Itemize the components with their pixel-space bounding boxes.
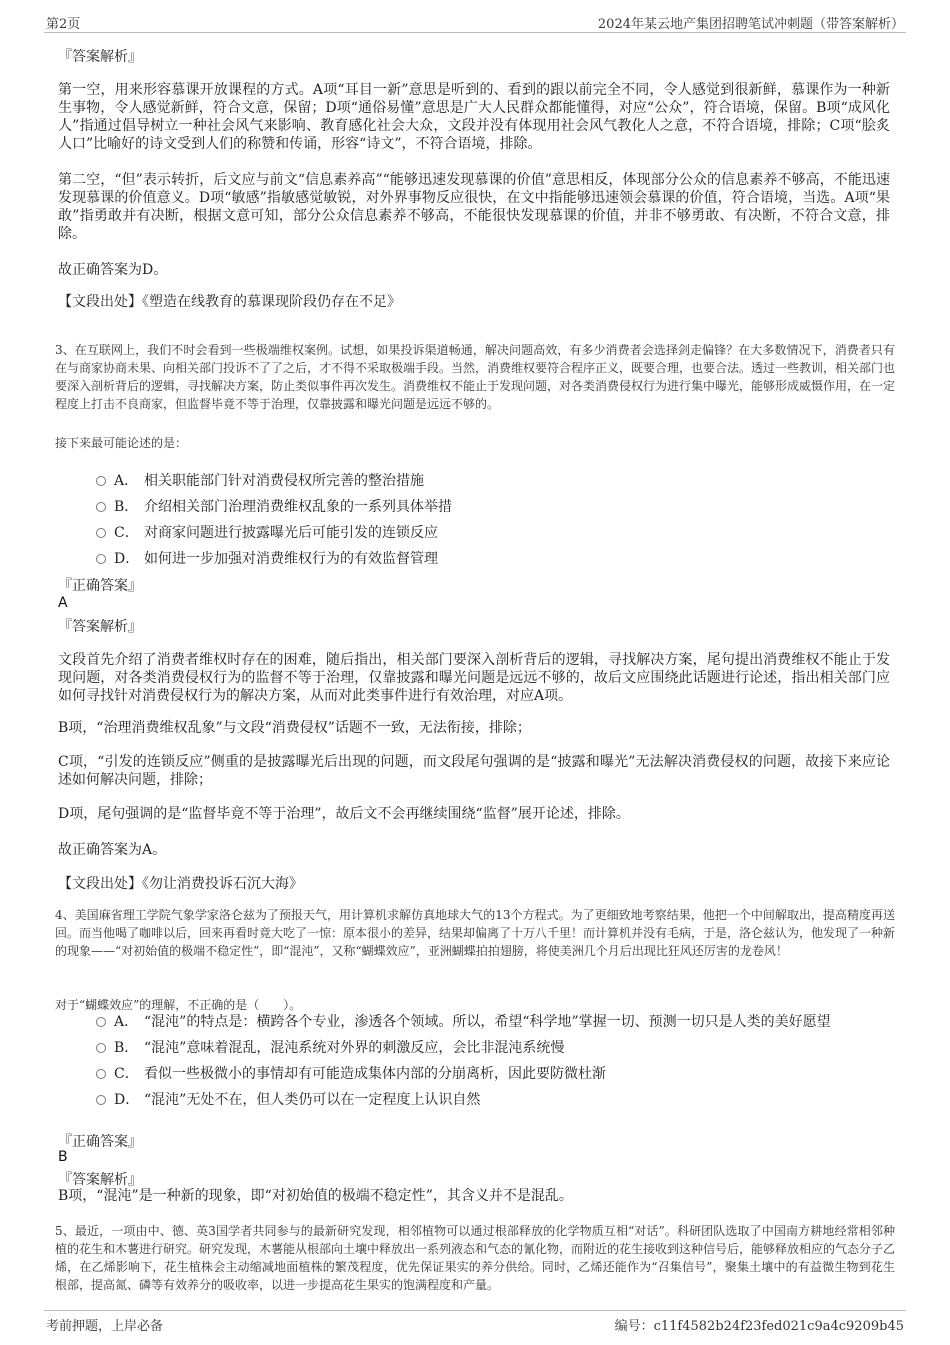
radio-button-icon[interactable] [96,554,106,564]
option-key: D． [114,551,140,567]
q2-analysis-label: 『答案解析』 [58,49,142,65]
q3-option-b[interactable] [96,496,452,516]
q3-option-a[interactable] [96,470,424,490]
q3-answer: A [58,595,68,611]
q3-source [58,873,303,893]
page-header [44,10,906,33]
option-text: 如何进一步加强对消费维权行为的有效监督管理 [144,551,438,567]
q3-stem: 3、在互联网上，我们不时会看到一些极端维权案例。试想，如果投诉渠道畅通，解决问题高效，有多少消费者会选择剑走偏锋？在大多数情况下，消费者只有在与商家协商未果、向相关部门投诉不了了之后，才不得不采取极端手段。当然，消费维权要符合程序正义，既要合理，也要合法。透过一些教训，相关部门也要深入剖析背后的逻辑，寻找解决方案，防止类似事件再次发生。消费维权不能止于发现问题，对各类消费侵权行为进行集中曝光，能够形成威慑作用，在一定程度上打击不良商家，但监督毕竟不等于治理，仅靠披露和曝光问题是远远不够的。 [55,343,896,411]
source-prefix: 【文段出处】 [58,876,142,892]
q2-source [58,291,401,311]
q2-source-title: 《塑造在线教育的慕课现阶段仍存在不足》 [142,294,401,310]
q4-analysis: B项，“混沌”是一种新的现象，即“对初始值的极端不稳定性”，其含义并不是混乱。 [58,1188,573,1204]
option-key: B． [114,499,139,515]
option-text: “混沌”意味着混乱，混沌系统对外界的刺激反应，会比非混沌系统慢 [144,1040,565,1056]
option-text: 看似一些极微小的事情却有可能造成集体内部的分崩离析，因此要防微杜渐 [144,1066,606,1082]
radio-button-icon[interactable] [96,1017,106,1027]
option-key: A． [114,1014,139,1030]
option-key: D． [114,1092,140,1108]
radio-button-icon[interactable] [96,502,106,512]
source-prefix: 【文段出处】 [58,294,142,310]
q4-correct-label: 『正确答案』 [58,1134,142,1150]
q2-analysis-paragraph-1: 第一空，用来形容慕课开放课程的方式。A项“耳目一新”意思是听到的、看到的跟以前完全不同，令人感觉到很新鲜，慕课作为一种新生事物，令人感觉新鲜，符合文意，保留；D项“通俗易懂”意思是广大人民群众都能懂得，对应“公众”，符合语境，保留。B项“成风化人”指通过倡导树立一种社会风气来影响、教育感化社会大众，文段并没有体现用社会风气教化人之意，不符合语境，排除；C项“脍炙人口”比喻好的诗文受到人们的称赞和传诵，形容“诗文”，不符合语境，排除。 [58,82,890,152]
radio-button-icon[interactable] [96,1095,106,1105]
q3-conclusion: 故正确答案为A。 [58,842,167,858]
q3-source-title: 《勿让消费投诉石沉大海》 [142,876,303,892]
q3-analysis-label: 『答案解析』 [58,619,142,635]
page-footer [44,1310,906,1333]
q3-analysis-option-c: C项，“引发的连锁反应”侧重的是披露曝光后出现的问题，而文段尾句强调的是“披露和曝光”无法解决消费侵权的问题，故接下来应论述如何解决问题，排除； [58,754,890,788]
q4-answer: B [58,1149,68,1165]
option-key: C． [114,1066,139,1082]
q3-correct-label: 『正确答案』 [58,578,142,594]
page-number: 第2页 [46,17,81,32]
q3-prompt: 接下来最可能论述的是： [55,436,188,450]
option-text: 对商家问题进行披露曝光后可能引发的连锁反应 [144,525,438,541]
option-text: “混沌”的特点是：横跨各个专业，渗透各个领域。所以，希望“科学地”掌握一切、预测一切只是人类的美好愿望 [144,1014,831,1030]
q2-conclusion: 故正确答案为D。 [58,262,168,278]
q4-option-d[interactable] [96,1089,480,1109]
q3-option-c[interactable] [96,522,438,542]
option-key: B． [114,1040,139,1056]
document-title: 2024年某云地产集团招聘笔试冲刺题（带答案解析） [597,17,904,32]
q4-analysis-label: 『答案解析』 [58,1172,142,1188]
document-code: 编号：c11f4582b24f23fed021c9a4c9209b45 [614,1319,904,1334]
option-text: “混沌”无处不在，但人类仍可以在一定程度上认识自然 [144,1092,481,1108]
radio-button-icon[interactable] [96,1043,106,1053]
q4-stem: 4、美国麻省理工学院气象学家洛仑兹为了预报天气，用计算机求解仿真地球大气的13个方程式。为了更细致地考察结果，他把一个中间解取出，提高精度再送回。而当他喝了咖啡以后，回来再看时竟大吃了一惊：原本很小的差异，结果却偏离了十万八千里！而计算机并没有毛病，于是，洛仑兹认为，他发现了一种新的现象——“对初始值的极端不稳定性”，即“混沌”，又称“蝴蝶效应”，亚洲蝴蝶拍拍翅膀，将使美洲几个月后出现比狂风还厉害的龙卷风！ [55,908,896,958]
q3-option-d[interactable] [96,548,438,568]
q4-prompt: 对于“蝴蝶效应”的理解，不正确的是（ ）。 [55,998,302,1012]
q3-analysis-paragraph-1: 文段首先介绍了消费者维权时存在的困难，随后指出，相关部门要深入剖析背后的逻辑，寻找解决方案，尾句提出消费维权不能止于发现问题，对各类消费侵权行为的监督不等于治理，仅靠披露和曝光问题是远远不够的，故后文应围绕此话题进行论述，指出相关部门应如何寻找针对消费侵权行为的解决方案，从而对此类事件进行有效治理，对应A项。 [58,652,890,704]
option-text: 相关职能部门针对消费侵权所完善的整治措施 [144,473,424,489]
footer-slogan: 考前押题，上岸必备 [46,1319,164,1334]
radio-button-icon[interactable] [96,1069,106,1079]
q5-stem: 5、最近，一项由中、德、英3国学者共同参与的最新研究发现，相邻植物可以通过根部释放的化学物质互相“对话”。科研团队选取了中国南方耕地经常相邻种植的花生和木薯进行研究。研究发现，木薯能从根部向土壤中释放出一系列液态和气态的氰化物，而附近的花生接收到这种信号后，能够释放相应的气态分子乙烯，在乙烯影响下，花生植株会主动缩减地面植株的繁茂程度，优先保证果实的养分供给。同时，乙烯还能作为“召集信号”，聚集土壤中的有益微生物到花生根部，提高氮、磷等有效养分的吸收率，以进一步提高花生果实的饱满程度和产量。 [55,1224,896,1292]
q4-option-c[interactable] [96,1063,606,1083]
radio-button-icon[interactable] [96,476,106,486]
option-text: 介绍相关部门治理消费维权乱象的一系列具体举措 [144,499,452,515]
q3-analysis-option-b: B项，“治理消费维权乱象”与文段“消费侵权”话题不一致，无法衔接，排除； [58,720,531,736]
option-key: C． [114,525,139,541]
q3-analysis-option-d: D项，尾句强调的是“监督毕竟不等于治理”，故后文不会再继续围绕“监督”展开论述，排除。 [58,806,630,822]
q4-option-a[interactable] [96,1011,831,1031]
q2-analysis-paragraph-2: 第二空，“但”表示转折，后文应与前文“信息素养高”“能够迅速发现慕课的价值”意思相反，体现部分公众的信息素养不够高，不能迅速发现慕课的价值意义。D项“敏感”指敏感觉敏锐，对外界事物反应很快，在文中指能够迅速领会慕课的价值，符合语境，当选。A项“果敢”指勇敢并有决断，根据文意可知，部分公众信息素养不够高，不能很快发现慕课的价值，并非不够勇敢、有决断，不符合文意，排除。 [58,172,890,242]
q4-option-b[interactable] [96,1037,564,1057]
option-key: A． [114,473,139,489]
radio-button-icon[interactable] [96,528,106,538]
